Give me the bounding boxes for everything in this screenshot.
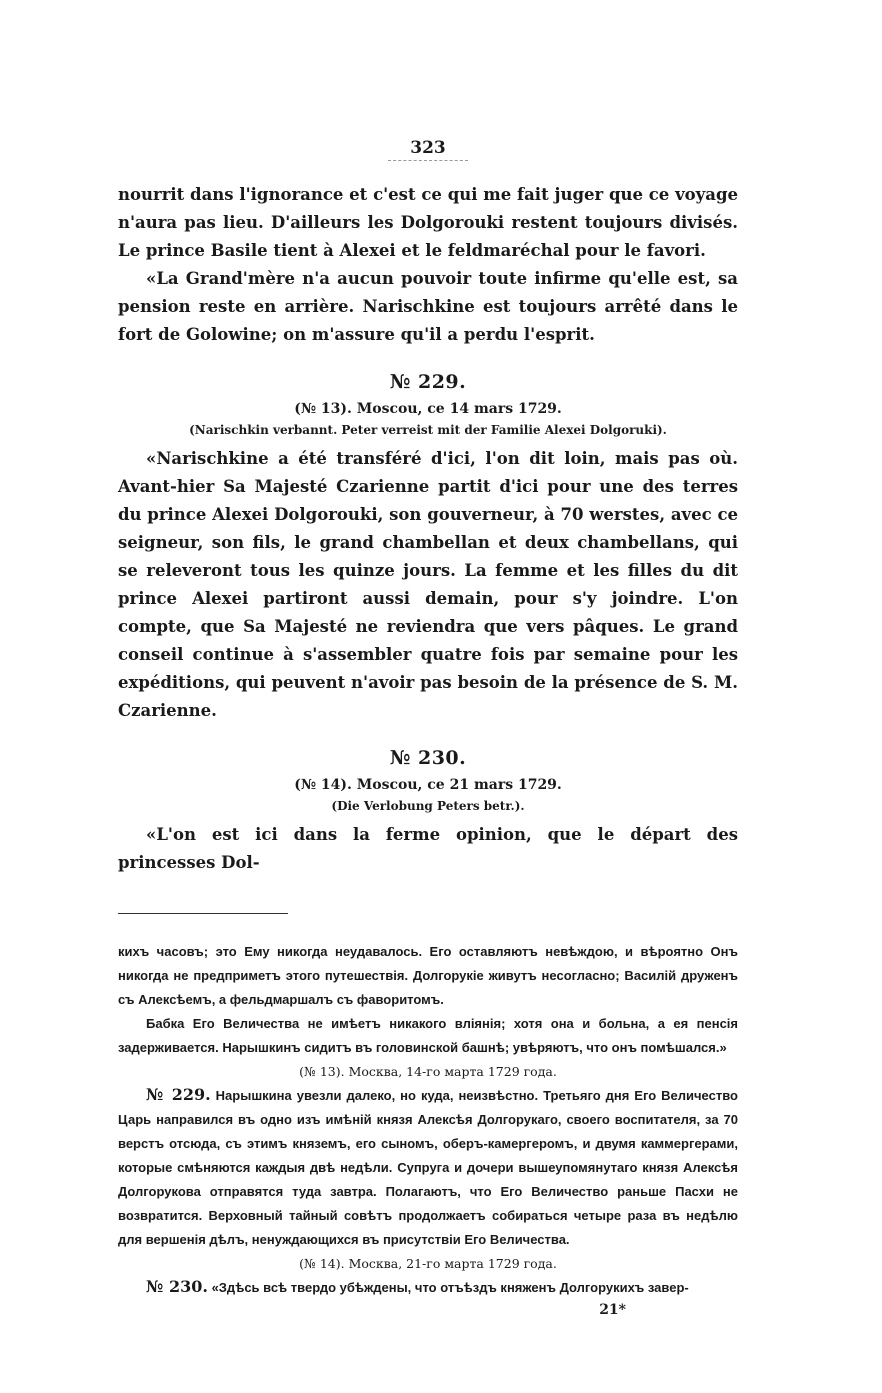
translation-paragraph-1: кихъ часовъ; это Ему никогда неудавалось. Его оставляютъ невѣждою, и вѣроятно Онъ никогда не предприметъ этого путешествія. Долгорукіе живутъ несогласно; Василій друженъ съ Алексѣемъ, а фельдмаршалъ съ фаворитомъ. [118, 944, 738, 1007]
russian-translation [118, 940, 738, 1300]
translation-number-229: № 229. [146, 1085, 211, 1104]
signature-mark: 21* [599, 1302, 626, 1318]
document-meta-229: (№ 13). Moscou, ce 14 mars 1729. [294, 401, 562, 417]
document-subtitle-229: (Narischkin verbannt. Peter verreist mit der Familie Alexei Dolgoruki). [189, 423, 667, 437]
footnote-divider [118, 913, 288, 914]
translation-paragraph-229 [118, 1083, 738, 1252]
translation-meta-14: (№ 14). Москва, 21-го марта 1729 года. [299, 1256, 557, 1271]
document-number-230: № 230. [389, 747, 467, 769]
translation-paragraph-2: Бабка Его Величества не имѣетъ никакого вліянія; хотя она и больна, а ея пенсія задерживается. Нарышкинъ сидитъ въ головинской башнѣ; увѣряютъ, что онъ помѣшался.» [118, 1016, 738, 1055]
continuation-paragraph-2: «La Grand'mère n'a aucun pouvoir toute infirme qu'elle est, sa pension reste en arrière. Narischkine est toujours arrêté dans le fort de Golowine; on m'assure qu'il a perdu l'esprit. [118, 269, 738, 344]
translation-meta-13: (№ 13). Москва, 14-го марта 1729 года. [299, 1064, 557, 1079]
document-body-229: «Narischkine a été transféré d'ici, l'on dit loin, mais pas où. Avant-hier Sa Majesté Czarienne partit d'ici pour une des terres du prince Alexei Dolgorouki, son gouverneur, à 70 werstes, avec ce seigneur, son fils, le grand chambellan et deux chambellans, qui se releveront tous les quinze jours. La femme et les filles du dit prince Alexei partiront aussi demain, pour s'y joindre. L'on compte, que Sa Majesté ne reviendra que vers pâques. Le grand conseil continue à s'assembler quatre fois par semaine pour les expéditions, qui peuvent n'avoir pas besoin de la présence de S. M. Czarienne. [118, 449, 738, 720]
french-text [118, 181, 738, 877]
document-number-229: № 229. [389, 371, 467, 393]
document-body-230: «L'on est ici dans la ferme opinion, que le départ des princesses Dol- [118, 825, 738, 872]
translation-body-229: Нарышкина увезли далеко, но куда, неизвѣстно. Третьяго дня Его Величество Царь направился въ одно изъ имѣній князя Алексѣя Долгорукаго, своего воспитателя, за 70 верстъ отсюда, съ этимъ княземъ, его сыномъ, оберъ-камергеромъ, и двумя каммергерами, которые смѣняются каждыя двѣ недѣли. Супруга и дочери вышеупомянутаго князя Алексѣя Долгорукова отправятся туда завтра. Полагаютъ, что Его Величество раньше Пасхи не возвратится. Верховный тайный совѣтъ продолжаетъ собираться четыре раза въ недѣлю для вершенія дѣлъ, ненуждающихся въ присутствіи Его Величества. [118, 1088, 738, 1247]
translation-number-230: № 230. [146, 1277, 208, 1296]
document-page [118, 138, 738, 1318]
continuation-paragraph: nourrit dans l'ignorance et c'est ce qui me fait juger que ce voyage n'aura pas lieu. D'ailleurs les Dolgorouki restent toujours divisés. Le prince Basile tient à Alexei et le feldmaréchal pour le favori. [118, 185, 738, 260]
translation-body-230: «Здѣсь всѣ твердо убѣждены, что отъѣздъ княженъ Долгорукихъ завер- [211, 1280, 689, 1295]
document-meta-230: (№ 14). Moscou, ce 21 mars 1729. [294, 777, 562, 793]
translation-paragraph-230 [118, 1275, 738, 1300]
document-subtitle-230: (Die Verlobung Peters betr.). [331, 799, 525, 813]
page-number: 323 [118, 138, 738, 161]
